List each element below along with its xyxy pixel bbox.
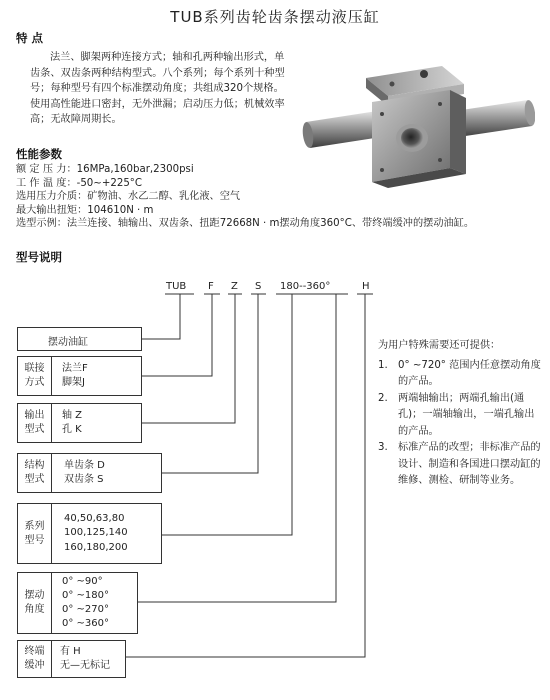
box-swing-cylinder: [17, 327, 142, 351]
features-text: 法兰、脚架两种连接方式；轴和孔两种输出形式，单齿条、双齿条两种结构型式。八个系列；每个系列十种型号；每种型号有四个标准摆动角度；共组成320个规格。使用高性能进口密封，无外泄漏；启动压力低；机械效率高；无故障周期长。: [30, 52, 285, 125]
spec-rated-pressure: 额 定 压 力：16MPa,160bar,2300psi: [16, 164, 194, 175]
angle-90: 0° ~90°: [62, 576, 103, 587]
box-swing-cylinder-label: 摆动油缸: [48, 337, 88, 348]
box-swing-angle: [17, 572, 138, 634]
angle-180: 0° ~180°: [62, 590, 110, 601]
code-buffer: H: [362, 281, 370, 292]
page-title: TUB系列齿轮齿条摆动液压缸: [170, 8, 380, 26]
buffer-yes: 有 H: [60, 645, 81, 657]
angle-label: 摆动 角度: [18, 573, 52, 633]
notes-intro: 为用户特殊需要还可提供：: [378, 340, 501, 351]
code-output: Z: [231, 281, 238, 292]
box-connection-method: [17, 356, 142, 396]
output-label: 输出 型式: [18, 404, 52, 442]
series-row-2: 100,125,140: [64, 527, 128, 539]
structure-label: 结构 型式: [18, 454, 52, 492]
spec-selection-example: 选型示例：法兰连接、轴输出、双齿条、扭距72668N · m摆动角度360°C、带终端缓冲的摆动油缸。: [16, 218, 475, 229]
code-series: TUB: [166, 281, 187, 292]
note-item: 2. 两端轴输出；两端孔输出(通孔)；一端轴输出，一端孔输出的产品。: [378, 392, 535, 437]
code-model-angle: 180--360°: [280, 281, 331, 292]
buffer-label: 终端 缓冲: [18, 641, 52, 677]
structure-single-rack: 单齿条 D: [64, 459, 105, 471]
box-output-type: [17, 403, 142, 443]
code-structure: S: [255, 281, 262, 292]
output-hole: 孔 K: [62, 424, 82, 435]
buffer-no: 无—无标记: [60, 660, 110, 671]
series-row-1: 40,50,63,80: [64, 512, 125, 524]
spec-max-torque: 最大输出扭矩：104610N · m: [16, 204, 154, 216]
connection-label: 联接 方式: [18, 357, 52, 395]
features-heading: 特 点: [16, 31, 44, 45]
spec-work-temperature: 工 作 温 度：-50~+225°C: [16, 177, 143, 189]
spec-pressure-medium: 选用压力介质：矿物油、水乙二醇、乳化液、空气: [16, 191, 241, 202]
series-row-3: 160,180,200: [64, 541, 128, 553]
code-connection: F: [208, 281, 214, 292]
structure-double-rack: 双齿条 S: [64, 474, 104, 485]
angle-270: 0° ~270°: [62, 604, 110, 615]
model-heading: 型号说明: [16, 250, 62, 264]
connection-flange: 法兰F: [62, 362, 88, 374]
series-label: 系列 型号: [18, 504, 52, 563]
angle-360: 0° ~360°: [62, 618, 110, 629]
special-notes: [378, 338, 543, 490]
output-shaft: 轴 Z: [62, 409, 83, 421]
note-item: 1. 0° ~720° 范围内任意摆动角度的产品。: [378, 359, 541, 387]
box-structure-type: [17, 453, 162, 493]
note-item: 3. 标准产品的改型；非标准产品的设计、制造和各国进口摆动缸的维修、测检、研制等业务。: [378, 442, 541, 486]
connection-foot: 脚架J: [62, 377, 85, 388]
box-series-model: [17, 503, 162, 564]
performance-heading: 性能参数: [16, 147, 62, 161]
box-end-buffer: [17, 640, 126, 678]
